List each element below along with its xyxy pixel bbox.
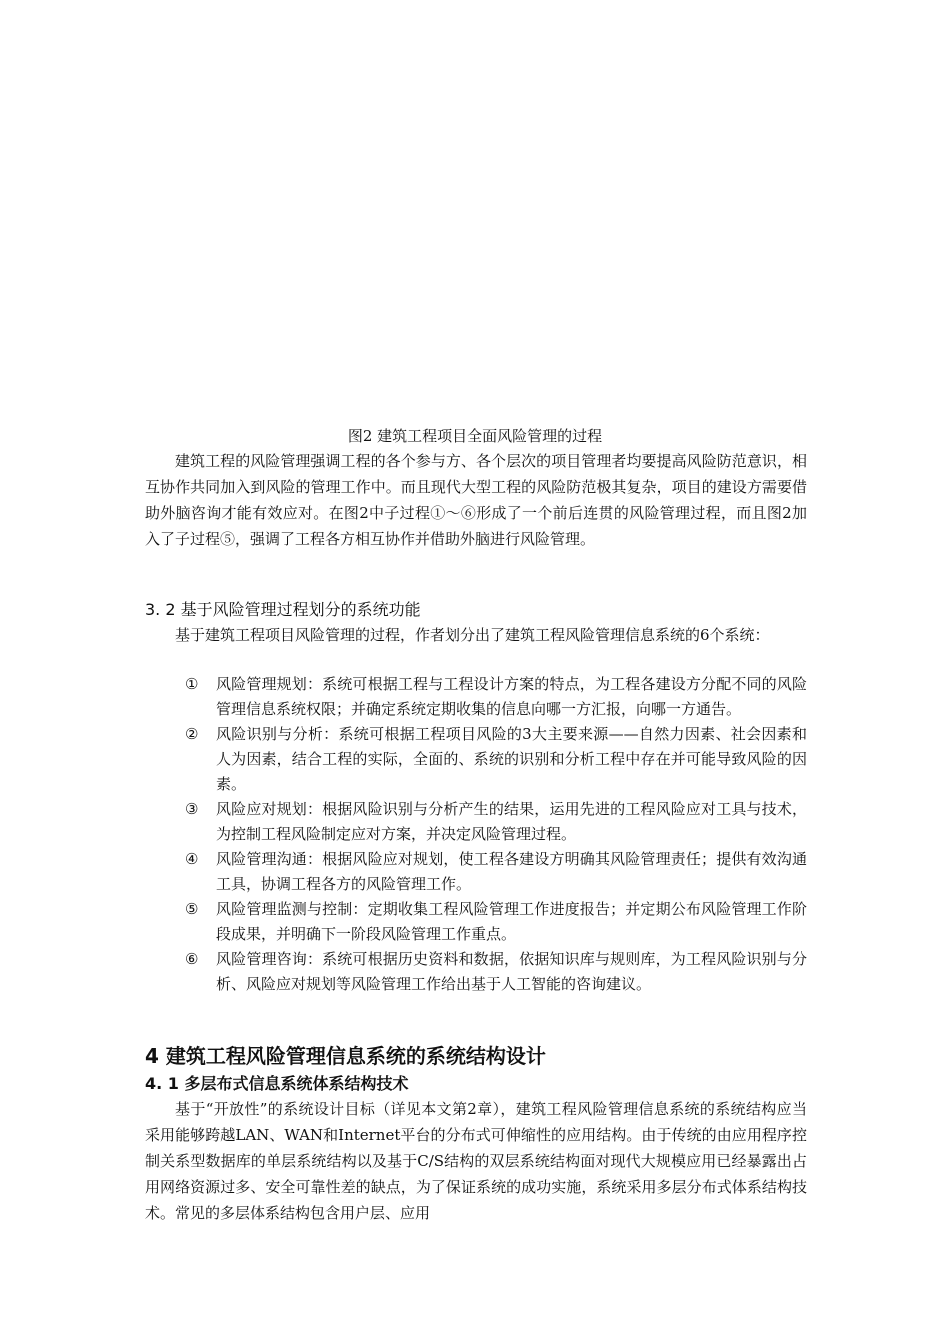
section-heading: 4. 1 多层布式信息系统体系结构技术 [145,1074,409,1093]
list-item [185,897,807,947]
chapter-heading: 4 建筑工程风险管理信息系统的系统结构设计 [145,1044,546,1068]
list-marker: ④ [185,850,199,868]
list-marker: ⑥ [185,950,199,968]
list-item-text: 风险管理沟通：根据风险应对规划，使工程各建设方明确其风险管理责任；提供有效沟通工具，协调工程各方的风险管理工作。 [216,850,807,893]
body-paragraph: 建筑工程的风险管理强调工程的各个参与方、各个层次的项目管理者均要提高风险防范意识，相互协作共同加入到风险的管理工作中。而且现代大型工程的风险防范极其复杂，项目的建设方需要借助外脑咨询才能有效应对。在图2中子过程①～⑥形成了一个前后连贯的风险管理过程，而且图2加入了子过程⑤，强调了工程各方相互协作并借助外脑进行风险管理。 [145,452,807,548]
section-heading: 3. 2 基于风险管理过程划分的系统功能 [145,600,421,619]
list-marker: ① [185,675,199,693]
figure-placeholder [145,40,805,415]
list-item-text: 风险应对规划：根据风险识别与分析产生的结果，运用先进的工程风险应对工具与技术，为控制工程风险制定应对方案，并决定风险管理过程。 [216,800,807,843]
list-item-text: 风险识别与分析：系统可根据工程项目风险的3大主要来源——自然力因素、社会因素和人为因素，结合工程的实际，全面的、系统的识别和分析工程中存在并可能导致风险的因素。 [216,725,807,793]
list-item-text: 风险管理监测与控制：定期收集工程风险管理工作进度报告；并定期公布风险管理工作阶段成果，并明确下一阶段风险管理工作重点。 [216,900,807,943]
list-item-text: 风险管理规划：系统可根据工程与工程设计方案的特点，为工程各建设方分配不同的风险管理信息系统权限；并确定系统定期收集的信息向哪一方汇报，向哪一方通告。 [216,675,807,718]
function-list [185,672,807,997]
list-marker: ③ [185,800,199,818]
list-item [185,672,807,722]
list-marker: ⑤ [185,900,199,918]
list-item [185,722,807,797]
list-marker: ② [185,725,199,743]
list-item-text: 风险管理咨询：系统可根据历史资料和数据，依据知识库与规则库，为工程风险识别与分析、风险应对规划等风险管理工作给出基于人工智能的咨询建议。 [216,950,807,993]
body-paragraph: 基于“开放性”的系统设计目标（详见本文第2章），建筑工程风险管理信息系统的系统结构应当采用能够跨越LAN、WAN和Internet平台的分布式可伸缩性的应用结构。由于传统的由应用程序控制关系型数据库的单层系统结构以及基于C/S结构的双层系统结构面对现代大规模应用已经暴露出占用网络资源过多、安全可靠性差的缺点，为了保证系统的成功实施，系统采用多层分布式体系结构技术。常见的多层体系结构包含用户层、应用 [145,1100,807,1222]
list-item [185,847,807,897]
list-item [185,797,807,847]
list-item [185,947,807,997]
figure-caption: 图2 建筑工程项目全面风险管理的过程 [347,427,603,445]
body-paragraph: 基于建筑工程项目风险管理的过程，作者划分出了建筑工程风险管理信息系统的6个系统： [175,626,770,644]
